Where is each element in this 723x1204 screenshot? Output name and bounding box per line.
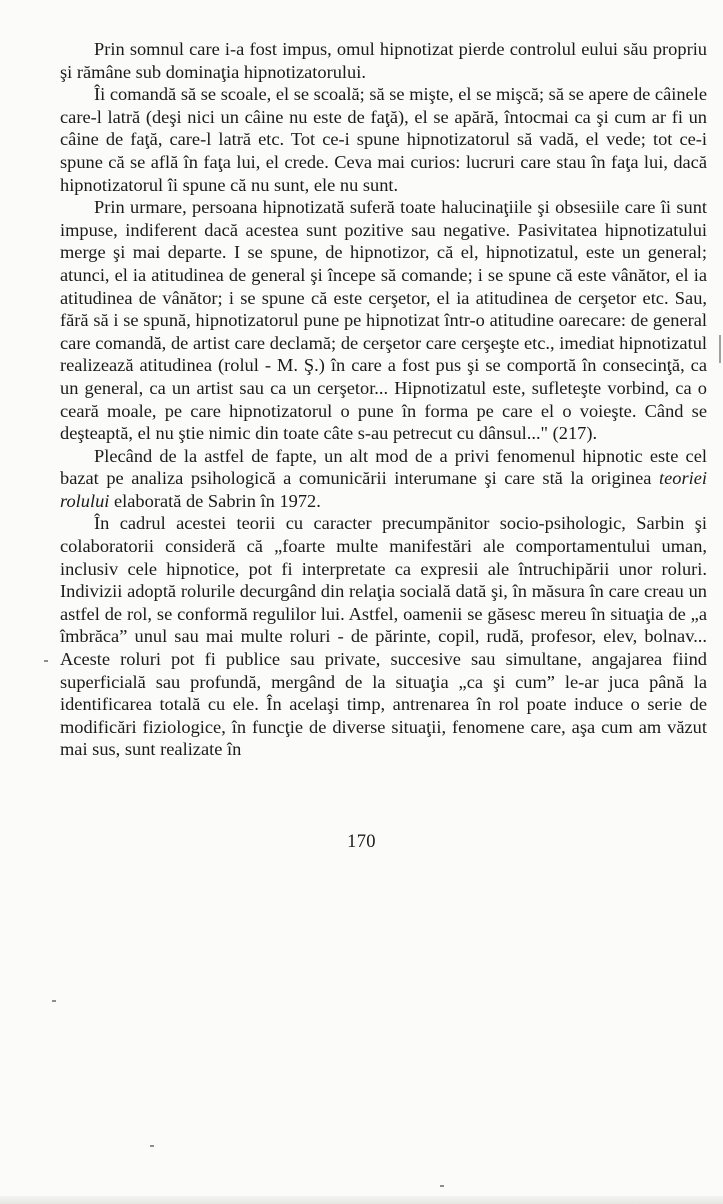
- scan-margin-mark: [44, 660, 48, 662]
- paragraph-4: [60, 445, 707, 513]
- scan-speck: [150, 1145, 154, 1147]
- paragraph-5: În cadrul acestei teorii cu caracter precumpănitor socio-psihologic, Sarbin şi colaboratorii consideră că „foarte multe manifestări ale comportamentului uman, inclusiv cele hipnotice, pot fi interpretate ca expresii ale întruchipării unor roluri. Indivizii adoptă rolurile decurgând din relaţia socială dată şi, în măsura în care creau un astfel de rol, se conformă regulilor lui. Astfel, oamenii se găsesc mereu în situaţia de „a îmbrăca” unul sau mai multe roluri - de părinte, copil, rudă, profesor, elev, bolnav... Aceste roluri pot fi publice sau private, succesive sau simultane, angajarea fiind superficială sau profundă, mergând de la situaţia „ca şi cum” le-ar juca până la identificarea totală cu ele. În acelaşi timp, antrenarea în rol poate induce o serie de modificări fiziologice, în funcţie de diverse situaţii, fenomene care, aşa cum am văzut mai sus, sunt realizate în: [60, 513, 707, 760]
- paragraph-4-text-before: Plecând de la astfel de fapte, un alt mod de a privi fenomenul hipnotic este cel bazat pe analiza psihologică a comunicării interumane şi care stă la originea: [60, 445, 707, 489]
- body-text: [60, 38, 707, 761]
- scan-edge-mark: [719, 335, 721, 363]
- paragraph-4-emphasis: teoriei rolului: [60, 468, 707, 511]
- paragraph-1: Prin somnul care i-a fost impus, omul hipnotizat pierde controlul eului său propriu şi rămâne sub dominaţia hipnotizatorului.: [60, 39, 707, 82]
- scan-speck: [52, 1000, 56, 1002]
- page-number: 170: [347, 832, 376, 852]
- scan-speck: [440, 1185, 444, 1187]
- paragraph-2: Îi comandă să se scoale, el se scoală; să se mişte, el se mişcă; să se apere de câinele care-l latră (deşi nici un câine nu este de faţă), el se apără, întocmai ca şi cum ar fi un câine de faţă, care-l latră etc. Tot ce-i spune hipnotizatorul să vadă, el vede; tot ce-i spune că se află în faţa lui, el crede. Ceva mai curios: lucruri care stau în faţa lui, dacă hipnotizatorul îi spune că nu sunt, ele nu sunt.: [60, 84, 707, 195]
- scan-bottom-shadow: [0, 1196, 723, 1204]
- paragraph-3: Prin urmare, persoana hipnotizată suferă toate halucinaţiile şi obsesiile care îi sunt impuse, indiferent dacă acestea sunt pozitive sau negative. Pasivitatea hipnotizatului merge şi mai departe. I se spune, de hipnotizor, că el, hipnotizatul, este un general; atunci, el ia atitudinea de general şi începe să comande; i se spune că este vânător, el ia atitudinea de vânător; i se spune că este cerşetor, el ia atitudinea de cerşetor etc. Sau, fără să i se spună, hipnotizatorul pune pe hipnotizat într-o atitudine oarecare: de general care comandă, de artist care declamă; de cerşetor care cerşeşte etc., imediat hipnotizatul realizează atitudinea (rolul - M. Ş.) în care a fost pus şi se comportă în consecinţă, ca un general, ca un artist sau ca un cerşetor... Hipnotizatul este, sufleteşte vorbind, ca o ceară moale, pe care hipnotizatorul o pune în forma pe care el o voieşte. Când se deşteaptă, el nu ştie nimic din toate câte s-au petrecut cu dânsul..." (217).: [60, 197, 707, 444]
- paragraph-4-text-after: elaborată de Sabrin în 1972.: [109, 490, 321, 511]
